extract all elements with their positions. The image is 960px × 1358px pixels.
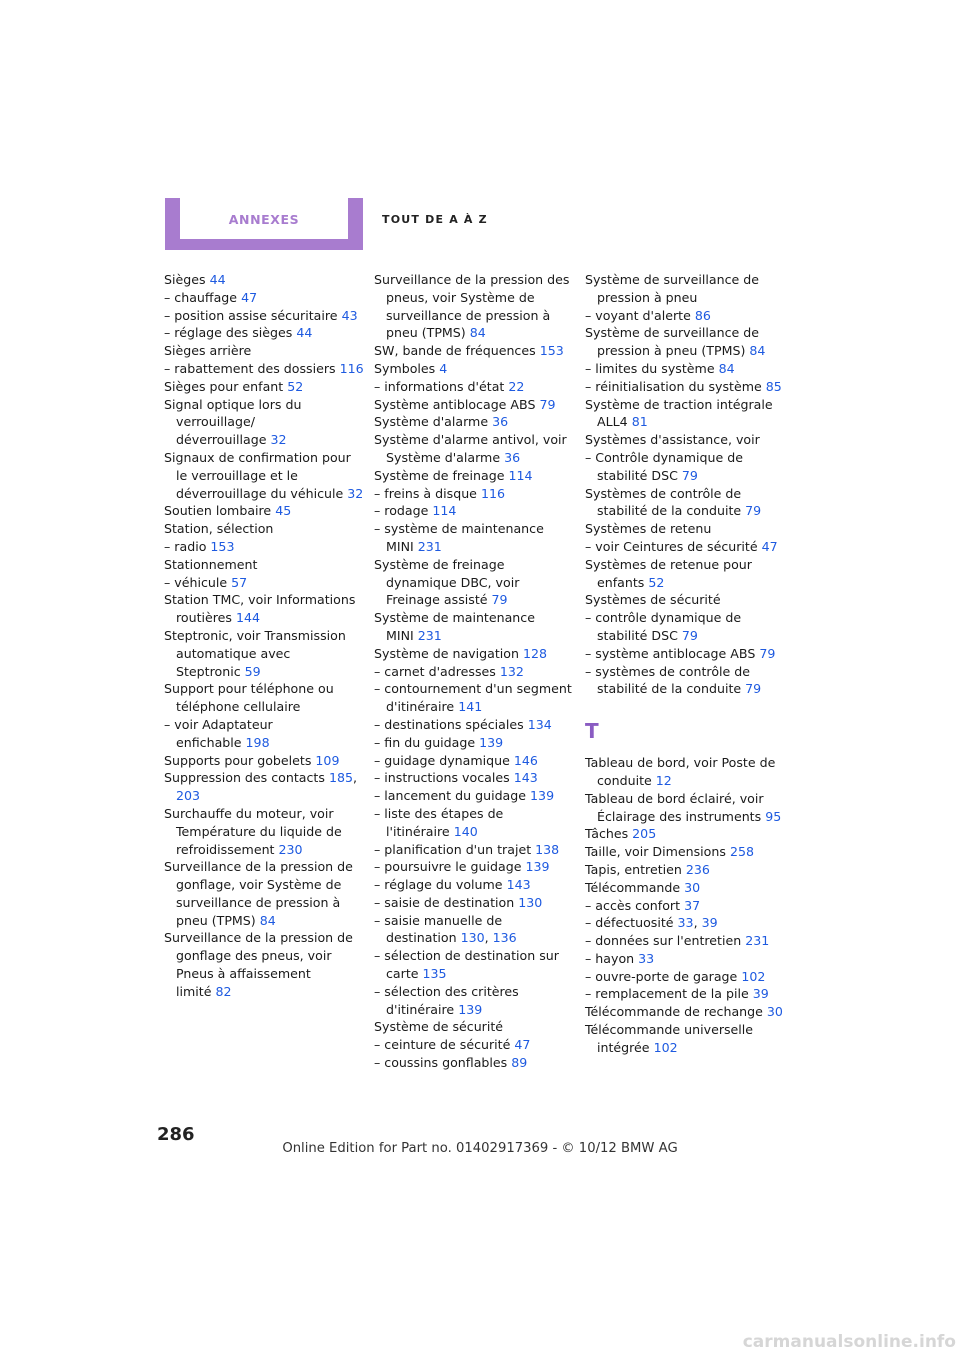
index-entry [585,396,785,432]
entry-text: Taille, voir Dimensions [585,844,726,860]
index-entry [585,378,785,396]
section-tab-label: ANNEXES [228,212,300,227]
entry-text: – saisie de destination [374,894,515,910]
index-entry [585,556,785,592]
index-entry [164,502,364,520]
page-reference-link[interactable]: 86 [694,307,711,323]
index-entry [374,413,574,431]
index-entry [374,716,574,734]
page-number: 286 [157,1124,195,1145]
index-entry: – défectuosité 33, 39 [585,915,718,931]
index-entry [164,752,364,770]
entry-text: – carnet d'adresses [374,663,496,679]
page-reference-link[interactable]: 79 [759,645,776,661]
entry-text: – instructions vocales [374,770,510,786]
page-reference-link[interactable]: 134 [527,716,552,732]
entry-text: – liste des étapes de l'itinéraire [374,805,504,839]
page-reference-link[interactable]: 139 [479,734,504,750]
index-entry [374,1036,574,1054]
index-entry [374,983,574,1019]
page-reference-link[interactable]: 130 [518,894,543,910]
page-reference-link[interactable]: 36 [504,449,521,465]
entry-text: Système de traction intégrale ALL4 [585,396,773,430]
entry-text: Tapis, entretien [585,861,682,877]
index-entry [374,734,574,752]
index-entry [374,360,574,378]
page-reference-link[interactable]: 143 [513,770,538,786]
index-column-1 [164,271,364,1001]
page-reference-link[interactable]: 44 [296,325,313,341]
page-reference-link[interactable]: 139 [458,1001,483,1017]
page-reference-link[interactable]: 236 [685,861,710,877]
index-entry [374,520,574,556]
page-reference-link[interactable]: 47 [241,289,258,305]
index-column-3 [585,271,785,1057]
page-reference-link[interactable]: 79 [491,592,508,608]
index-entry [585,609,785,645]
page-reference-link[interactable]: 116 [339,360,364,376]
entry-text: – données sur l'entretien [585,933,742,949]
index-entry [374,858,574,876]
index-entry [164,680,364,716]
index-entry [374,485,574,503]
page-reference-link[interactable]: 30 [684,879,701,895]
page-reference-link[interactable]: 140 [453,823,478,839]
page-reference-link[interactable]: 144 [236,610,261,626]
index-column-2 [374,271,574,1072]
index-entry [585,1021,785,1057]
index-entry [164,307,364,325]
page-reference-link[interactable]: 132 [499,663,524,679]
page-reference-link[interactable]: 37 [684,897,701,913]
entry-text: Système de surveillance de pression à pneu [585,272,759,305]
index-entry [164,858,364,929]
page-reference-link[interactable]: 114 [508,467,533,483]
entry-text: – véhicule [164,574,228,590]
entry-text: Steptronic, voir Transmission automatique avec Steptronic [164,627,346,679]
index-entry [585,324,785,360]
entry-text: Symboles [374,360,436,376]
entry-text: Surchauffe du moteur, voir Température du liquide de refroidissement [164,805,342,857]
index-entry [374,1018,574,1036]
entry-text: – informations d'état [374,378,505,394]
entry-text: – système antiblocage ABS [585,645,756,661]
entry-text: Sièges arrière [164,343,252,359]
page-reference-link[interactable]: 82 [215,983,232,999]
entry-text: Station, sélection [164,521,274,537]
entry-text: – radio [164,538,207,554]
page-reference-link[interactable]: 139 [530,788,555,804]
entry-text: – ceinture de sécurité [374,1037,511,1053]
entry-text: Système antiblocage ABS [374,396,536,412]
index-entry [374,680,574,716]
index-entry [164,271,364,289]
index-entry [374,431,574,467]
page-reference-link[interactable]: 79 [681,467,698,483]
page-reference-link[interactable]: 136 [492,930,517,946]
index-entry [374,663,574,681]
index-entry [374,378,574,396]
entry-text: – défectuosité [585,915,674,931]
entry-text: Surveillance de la pression de gonflage des pneus, voir Pneus à affaissement limité [164,930,353,999]
index-entry [374,396,574,414]
entry-text: Surveillance de la pression de gonflage, voir Système de surveillance de pression à pneu (TPMS) [164,859,353,928]
entry-text: – rodage [374,503,429,519]
page-reference-link[interactable]: 153 [210,538,235,554]
page-reference-link[interactable]: 146 [513,752,538,768]
page-reference-link[interactable]: 130 [460,930,485,946]
page-reference-link[interactable]: 43 [341,307,358,323]
page-reference-link[interactable]: 128 [522,645,548,661]
index-entry [164,449,364,502]
entry-text: – voir Ceintures de sécurité [585,538,758,554]
entry-text: Systèmes de contrôle de stabilité de la conduite [585,485,742,519]
page-reference-link[interactable]: 79 [745,681,762,697]
index-entry [164,716,364,752]
index-entry [374,841,574,859]
entry-text: – ouvre-porte de garage [585,968,738,984]
entry-text: – poursuivre le guidage [374,859,522,875]
watermark: carmanualsonline.info [742,1332,956,1352]
index-entry: – saisie manuelle de destination 130, 136 [374,912,517,946]
index-entry [585,645,785,663]
entry-text: – accès confort [585,897,681,913]
page-reference-link[interactable]: 139 [525,859,550,875]
entry-text: – position assise sécuritaire [164,307,338,323]
entry-text: – fin du guidage [374,734,476,750]
page-reference-link[interactable]: 231 [417,538,442,554]
page-reference-link[interactable]: 203 [176,788,201,804]
index-entry [585,485,785,521]
page-reference-link[interactable]: 205 [632,826,657,842]
index-entry [585,754,785,790]
entry-text: – saisie manuelle de destination [374,912,503,946]
index-entry [164,396,364,449]
entry-text: Surveillance de la pression des pneus, voir Système de surveillance de pression à pneu (TPMS) [374,272,570,341]
index-entry [585,307,785,325]
entry-text: – hayon [585,950,635,966]
index-entry [374,1054,574,1072]
page-reference-link[interactable]: 102 [741,968,766,984]
page-reference-link[interactable]: 141 [458,699,483,715]
page-reference-link[interactable]: 231 [745,933,770,949]
page-reference-link[interactable]: 33 [638,950,655,966]
section-tab-inner [180,198,348,239]
index-entry [374,752,574,770]
entry-text: Signaux de confirmation pour le verrouillage et le déverrouillage du véhicule [164,449,351,501]
entry-text: Stationnement [164,556,258,572]
index-entry [164,378,364,396]
index-entry [585,879,785,897]
index-entry [164,574,364,592]
page-reference-link[interactable]: 52 [648,574,665,590]
entry-text: – remplacement de la pile [585,986,749,1002]
entry-text: Système de freinage [374,467,505,483]
index-entry [164,520,364,538]
index-entry [164,627,364,680]
entry-text: Tâches [585,826,629,842]
index-entry: Suppression des contacts 185, 203 [164,770,357,804]
entry-text: – réglage des sièges [164,325,293,341]
page-reference-link[interactable]: 84 [469,325,486,341]
page-reference-link[interactable]: 32 [347,485,364,501]
page-reference-link[interactable]: 116 [480,485,505,501]
entry-text: – chauffage [164,289,238,305]
index-entry [585,271,785,307]
entry-text: Suppression des contacts [164,770,325,786]
index-entry [585,861,785,879]
page-reference-link[interactable]: 258 [729,844,754,860]
entry-text: Système de navigation [374,645,519,661]
entry-text: – guidage dynamique [374,752,510,768]
page-reference-link[interactable]: 39 [752,986,769,1002]
page-reference-link[interactable]: 79 [745,503,762,519]
index-entry [585,843,785,861]
page-reference-link[interactable]: 22 [508,378,525,394]
page-reference-link[interactable]: 47 [761,538,778,554]
index-entry [164,591,364,627]
page-reference-link[interactable]: 4 [439,360,448,376]
index-entry [164,538,364,556]
index-entry [164,342,364,360]
entry-text: Tableau de bord éclairé, voir Éclairage des instruments [585,790,764,824]
index-entry [374,609,574,645]
page-reference-link[interactable]: 230 [278,841,303,857]
entry-text: Station TMC, voir Informations routières [164,592,356,626]
page-reference-link[interactable]: 102 [653,1039,678,1055]
entry-text: Systèmes de retenu [585,521,712,537]
section-title: TOUT DE A À Z [382,213,488,226]
index-entry [374,467,574,485]
page-reference-link[interactable]: 79 [681,627,698,643]
entry-text: – sélection des critères d'itinéraire [374,983,519,1017]
entry-text: – contournement d'un segment d'itinéraire [374,681,572,715]
index-letter-heading: T [585,719,599,744]
page-reference-link[interactable]: 47 [514,1037,531,1053]
page-reference-link[interactable]: 33 [677,915,694,931]
entry-text: – rabattement des dossiers [164,360,336,376]
index-entry [374,502,574,520]
index-entry [374,894,574,912]
index-entry [585,950,785,968]
page-reference-link[interactable]: 79 [539,396,556,412]
page-reference-link[interactable]: 32 [270,432,287,448]
entry-text: Signal optique lors du verrouillage/ déverrouillage [164,396,302,448]
entry-text: – lancement du guidage [374,788,527,804]
page-reference-link[interactable]: 59 [244,663,261,679]
entry-text: Télécommande [585,879,681,895]
index-entry [585,790,785,826]
index-entry [585,825,785,843]
index-entry [164,805,364,858]
entry-text: Système d'alarme [374,414,489,430]
page-reference-link[interactable]: 84 [749,343,766,359]
page-reference-link[interactable]: 57 [231,574,248,590]
index-entry [585,449,785,485]
page-reference-link[interactable]: 138 [535,841,560,857]
entry-text: Système de maintenance MINI [374,610,535,643]
index-entry [374,556,574,609]
page-reference-link[interactable]: 81 [631,414,648,430]
page-reference-link[interactable]: 52 [287,378,304,394]
entry-text: – planification d'un trajet [374,841,532,857]
entry-text: – destinations spéciales [374,716,524,732]
page-reference-link[interactable]: 114 [432,503,457,519]
entry-text: – systèmes de contrôle de stabilité de la conduite [585,663,751,697]
index-entry [374,645,574,663]
entry-text: Système de sécurité [374,1019,504,1035]
index-entry [374,876,574,894]
index-entry [374,947,574,983]
page-reference-link[interactable]: 84 [718,360,735,376]
page-reference-link[interactable]: 39 [701,915,718,931]
entry-text: – système de maintenance MINI [374,521,544,554]
index-entry [585,538,785,556]
entry-text: – réglage du volume [374,877,503,893]
index-entry [585,932,785,950]
entry-text: Système de surveillance de pression à pneu (TPMS) [585,325,759,359]
page-reference-link[interactable]: 143 [506,877,531,893]
entry-text: – voyant d'alerte [585,307,691,323]
section-tab [165,198,363,250]
entry-text: Système d'alarme antivol, voir Système d'alarme [374,432,567,465]
entry-text: Systèmes de sécurité [585,592,721,608]
index-entry [374,342,574,360]
index-entry [585,1003,785,1021]
page-reference-link[interactable]: 84 [259,912,276,928]
page-reference-link[interactable]: 12 [655,772,672,788]
page-reference-link[interactable]: 36 [492,414,509,430]
page-reference-link[interactable]: 153 [539,343,564,359]
index-entry [374,769,574,787]
entry-text: Systèmes d'assistance, voir [585,432,760,448]
entry-text: SW, bande de fréquences [374,343,536,359]
entry-text: – coussins gonflables [374,1055,508,1071]
index-entry [585,591,785,609]
page-reference-link[interactable]: 135 [422,966,447,982]
entry-text: Systèmes de retenue pour enfants [585,556,752,590]
entry-text: – voir Adaptateur enfichable [164,716,273,750]
index-entry [164,360,364,378]
index-entry [585,663,785,699]
page-reference-link[interactable]: 231 [417,627,442,643]
index-entry [585,520,785,538]
edition-footer: Online Edition for Part no. 01402917369 - © 10/12 BMW AG [282,1141,678,1156]
index-entry [164,324,364,342]
entry-text: Sièges [164,272,206,287]
page-reference-link[interactable]: 89 [511,1055,528,1071]
page-reference-link[interactable]: 198 [245,734,270,750]
entry-text: – Contrôle dynamique de stabilité DSC [585,449,743,483]
index-entry [374,787,574,805]
index-entry [164,289,364,307]
entry-text: Supports pour gobelets [164,752,312,768]
page-reference-link[interactable]: 185 [328,770,353,786]
entry-text: Tableau de bord, voir Poste de conduite [585,755,776,788]
entry-text: Télécommande de rechange [585,1004,763,1020]
entry-text: – limites du système [585,360,715,376]
index-entry [585,985,785,1003]
entry-text: Soutien lombaire [164,503,272,519]
entry-text: – réinitialisation du système [585,378,762,394]
entry-text: Sièges pour enfant [164,378,284,394]
entry-text: – freins à disque [374,485,477,501]
index-entry [374,271,574,342]
entry-text: – contrôle dynamique de stabilité DSC [585,610,742,643]
entry-text: Support pour téléphone ou téléphone cellulaire [164,681,334,715]
entry-text: Télécommande universelle intégrée [585,1022,754,1055]
page-reference-link[interactable]: 95 [765,808,782,824]
page-reference-link[interactable]: 44 [209,272,226,287]
page-reference-link[interactable]: 109 [315,752,340,768]
page-reference-link[interactable]: 45 [275,503,292,519]
page-reference-link[interactable]: 30 [766,1004,783,1020]
page-reference-link[interactable]: 85 [765,378,782,394]
index-entry [164,556,364,574]
index-entry [585,897,785,915]
index-entry [585,360,785,378]
index-entry [585,968,785,986]
index-entry [164,929,364,1000]
index-entry [585,431,785,449]
entry-text: – sélection de destination sur carte [374,948,559,982]
entry-text: Système de freinage dynamique DBC, voir Freinage assisté [374,556,520,608]
index-entry [374,805,574,841]
